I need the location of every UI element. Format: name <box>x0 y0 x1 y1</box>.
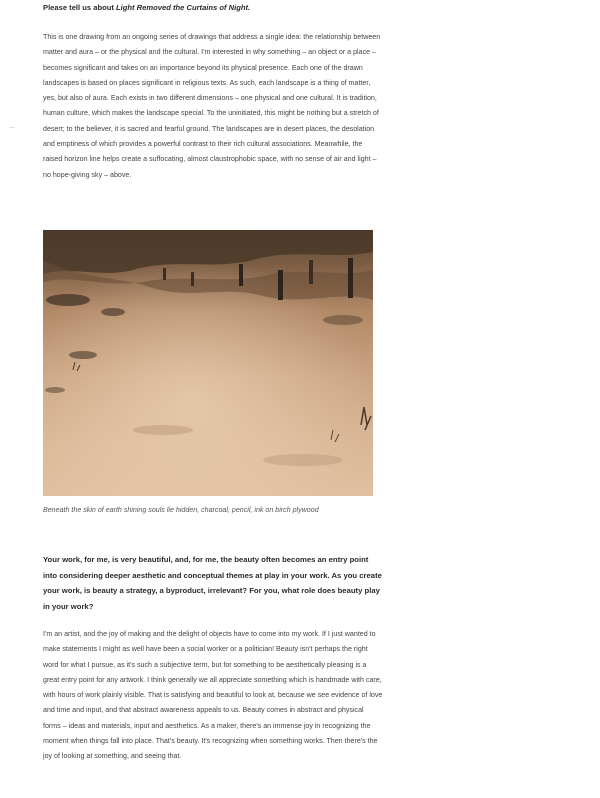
question-prefix: Please tell us about <box>43 3 117 12</box>
artwork-image <box>43 230 373 496</box>
margin-arrow-icon: → <box>8 122 16 131</box>
question-heading <box>43 0 378 15</box>
image-caption: Beneath the skin of earth shining souls lie hidden, charcoal, pencil, ink on birch plywood <box>43 506 319 514</box>
question-heading-2: Your work, for me, is very beautiful, and, for me, the beauty often becomes an entry point into considering deeper aesthetic and conceptual themes at play in your work. As you create your work, is beauty a strategy, a byproduct, irrelevant? For you, what role does beauty play in your work? <box>43 555 382 611</box>
artwork-title: Light Removed the Curtains of Night. <box>116 3 251 12</box>
answer-paragraph: This is one drawing from an ongoing series of drawings that address a single idea: the relationship between matter and aura – or the physical and the cultural. I'm interested in why something – an object or a place – becomes significant and takes on an importance beyond its physical presence. Each one of the drawn landscapes is based on places significant in religious texts. As such, each landscape is a thing of matter, yes, but also of aura. Each exists in two different dimensions – one physical and one cultural. It is tradition, human culture, which makes the landscape special. To the uninitiated, this might be nothing but a stretch of desert; to the believer, it is sacred and fearful ground. The landscapes are in desert places, the desolation and emptiness of which provides a powerful contrast to their rich cultural associations. Meanwhile, the raised horizon line helps create a suffocating, almost claustrophobic space, with no sense of air and light – no hope-giving sky – above. <box>43 33 381 179</box>
answer-paragraph-2: I'm an artist, and the joy of making and the delight of objects have to come into my work. If I just wanted to make statements I might as well have been a social worker or a politician! Beauty isn't perhaps the right word for what I pursue, as it's such a subjective term, but for something to be aesthetically pleasing is a great entry point for any artwork. I think generally we all appreciate something which is handmade with care, with hours of work plainly visible. That is satisfying and beautiful to look at, because we see evidence of love and time and input, and that abstract awareness appeals to us. Beauty comes in abstract and physical forms – ideas and materials, input and aesthetics. As a maker, there's an immense joy in recognizing the moment when things fall into place. That's beauty. It's recognizing when something works. Then there's the joy of looking at something, and seeing that. <box>43 630 383 761</box>
